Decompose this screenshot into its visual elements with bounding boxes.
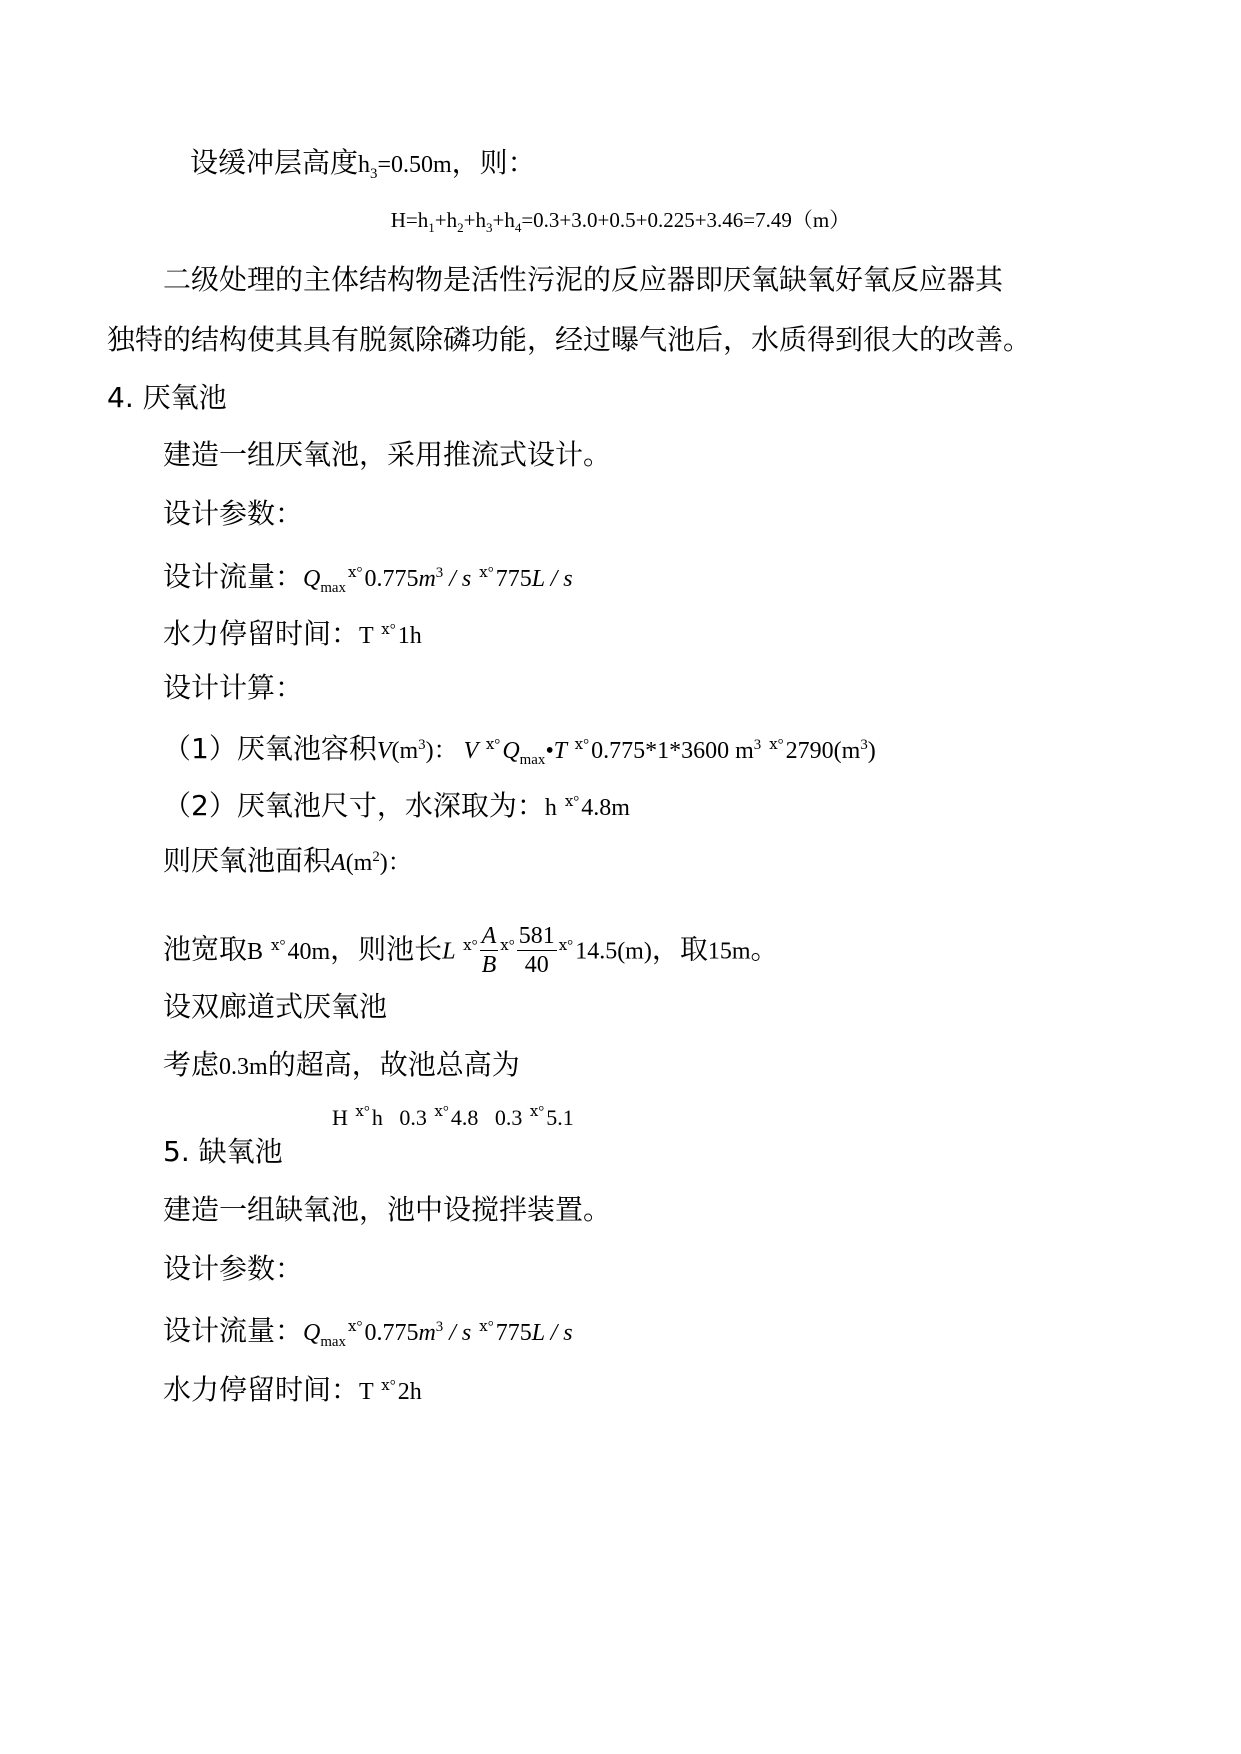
size-line: （2）厌氧池尺寸，水深取为：h $^{ⅹ^\circ}$4.8m xyxy=(163,789,630,822)
volume-line: （1）厌氧池容积$V(m^3)$： V $^{ⅹ^\circ}Q_{max}•T$ $^{ⅹ^\circ}$0.775*1*3600 $m^3$ $^{ⅹ^\circ}2790(m^3)$ xyxy=(163,732,876,768)
area-line: 则厌氧池面积$A(m^2)$： xyxy=(163,844,412,877)
design-flow-line-2: 设计流量：$Q_{max}^{ⅹ^\circ}0.775m^3$ / s $^{ⅹ^\circ}$775L / s xyxy=(163,1314,573,1350)
buffer-layer-line xyxy=(190,143,536,185)
freeboard-line: 考虑0.3m的超高，故池总高为 xyxy=(163,1048,520,1081)
paragraph-line-2: 独特的结构使其具有脱氮除磷功能，经过曝气池后，水质得到很大的改善。 xyxy=(107,323,1032,356)
design-flow-line: 设计流量：$Q_{max}^{ⅹ^\circ}0.775m^3$ / s $^{ⅹ^\circ}$775L / s xyxy=(163,560,573,596)
hrt-line: 水力停留时间：T $^{ⅹ^\circ}$1h xyxy=(163,617,422,650)
section-heading-anaerobic: 4. 厌氧池 xyxy=(107,381,227,414)
double-corridor-line: 设双廊道式厌氧池 xyxy=(163,990,388,1023)
equals-glyph-icon: ⅹ° xyxy=(485,737,501,753)
math-h3: $h_3=0.50m$ xyxy=(358,152,452,182)
paragraph-line-1: 二级处理的主体结构物是活性污泥的反应器即厌氧缺氧好氧反应器其 xyxy=(163,263,1004,296)
equals-glyph-icon: ⅹ° xyxy=(529,1104,545,1120)
equals-glyph-icon: ⅹ° xyxy=(479,565,494,581)
equals-glyph-icon: ⅹ° xyxy=(381,1378,396,1394)
equals-glyph-icon: ⅹ° xyxy=(271,937,286,954)
text: ，则： xyxy=(451,146,536,179)
equals-glyph-icon: ⅹ° xyxy=(355,1104,370,1120)
equals-glyph-icon: ⅹ° xyxy=(574,737,590,753)
text: 设缓冲层高度 xyxy=(190,146,359,179)
equals-glyph-icon: ⅹ° xyxy=(479,1319,494,1335)
design-calc-label: 设计计算： xyxy=(163,671,304,704)
equals-glyph-icon: ⅹ° xyxy=(347,1319,363,1335)
equals-glyph-icon: ⅹ° xyxy=(769,737,784,753)
hrt-line-2: 水力停留时间：T $^{ⅹ^\circ}$2h xyxy=(163,1373,422,1406)
design-params-label: 设计参数： xyxy=(163,497,304,530)
section-heading-anoxic: 5. 缺氧池 xyxy=(163,1135,283,1168)
fraction-a-over-b: $\frac{A}{B}$ xyxy=(481,923,497,978)
total-height-formula: $H=h_1+h_2+h_3+h_4=0.3+3.0+0.5+0.225+3.46=7.49(m)$ xyxy=(390,208,851,236)
fraction-581-over-40: $\frac{581}{40}$ xyxy=(518,923,555,978)
equals-glyph-icon: ⅹ° xyxy=(564,794,580,810)
equals-glyph-icon: ⅹ° xyxy=(434,1104,449,1120)
design-params-label-2: 设计参数： xyxy=(163,1252,304,1285)
total-height-anaerobic: H $^{ⅹ^\circ}$h 0.3 $^{ⅹ^\circ}$4.8 0.3 $^{ⅹ^\circ}$5.1 xyxy=(332,1104,574,1130)
equals-glyph-icon: ⅹ° xyxy=(347,565,363,581)
equals-glyph-icon: ⅹ° xyxy=(381,622,396,638)
anaerobic-intro: 建造一组厌氧池，采用推流式设计。 xyxy=(163,438,612,471)
equals-glyph-icon: ⅹ° xyxy=(463,937,478,954)
equals-glyph-icon: ⅹ° xyxy=(558,937,574,954)
width-length-line: 池宽取B $^{ⅹ^\circ}$40m，则池长L $^{ⅹ^\circ}$ $\frac{A}{B}$ $^{ⅹ^\circ}$ $\frac{581}{40}$ $^{ⅹ^\circ}$14.5(m)，取15m。 xyxy=(163,923,779,978)
equals-glyph-icon: ⅹ° xyxy=(500,937,515,954)
anoxic-intro: 建造一组缺氧池，池中设搅拌装置。 xyxy=(163,1193,612,1226)
